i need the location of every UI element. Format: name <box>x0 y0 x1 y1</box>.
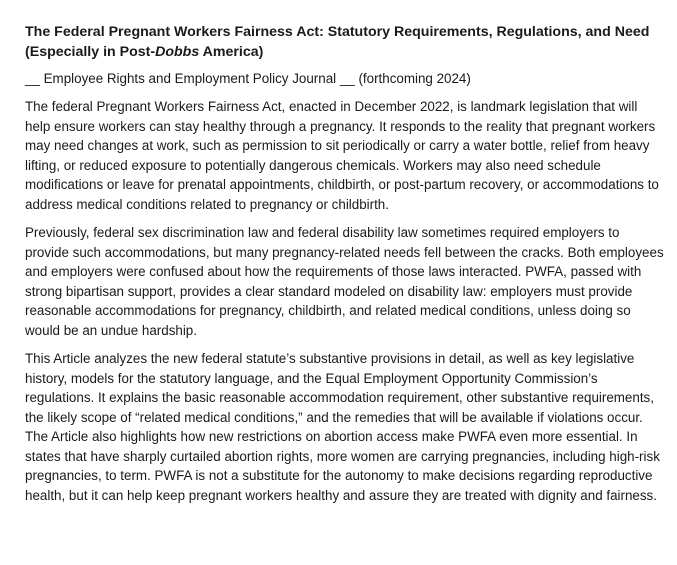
journal-citation: __ Employee Rights and Employment Policy Journal __ (forthcoming 2024) <box>25 71 471 86</box>
abstract-paragraph-2: Previously, federal sex discrimination law and federal disability law sometimes required employers to provide such accommodations, but many pregnancy-related needs fell between the cracks. Both employees and employers were confused about how the requirements of those laws interacted. PWFA, passed with strong bipartisan support, provides a clear standard modeled on disability law: employers must provide reasonable accommodations for pregnancy, childbirth, and related medical conditions, unless doing so would be an undue hardship. <box>25 225 664 338</box>
title-text-end: America) <box>199 44 264 60</box>
title-text-start: The Federal Pregnant Workers Fairness Act: Statutory Requirements, Regulations, and Need (Especially in Post- <box>25 24 650 60</box>
document-title <box>25 22 665 62</box>
document-page <box>25 22 665 514</box>
abstract-paragraph-1: The federal Pregnant Workers Fairness Act, enacted in December 2022, is landmark legislation that will help ensure workers can stay healthy through a pregnancy. It responds to the reality that pregnant workers may need changes at work, such as permission to sit periodically or carry a water bottle, relief from heavy lifting, or reduced exposure to potentially dangerous chemicals. Workers may also need schedule modifications or leave for prenatal appointments, childbirth, or post-partum recovery, or accommodations to address medical conditions related to pregnancy or childbirth. <box>25 99 659 212</box>
title-italic-dobbs: Dobbs <box>155 44 200 60</box>
abstract-paragraph-3: This Article analyzes the new federal statute’s substantive provisions in detail, as well as key legislative history, models for the statutory language, and the Equal Employment Opportunity Commission’s regulations. It explains the basic reasonable accommodation requirement, other substantive requirements, the likely scope of “related medical conditions,” and the remedies that will be available if violations occur. The Article also highlights how new restrictions on abortion access make PWFA even more essential. In states that have sharply curtailed abortion rights, more women are carrying pregnancies, including high-risk pregnancies, to term. PWFA is not a substitute for the autonomy to make decisions regarding reproductive health, but it can help keep pregnant workers healthy and assure they are treated with dignity and fairness. <box>25 351 660 503</box>
